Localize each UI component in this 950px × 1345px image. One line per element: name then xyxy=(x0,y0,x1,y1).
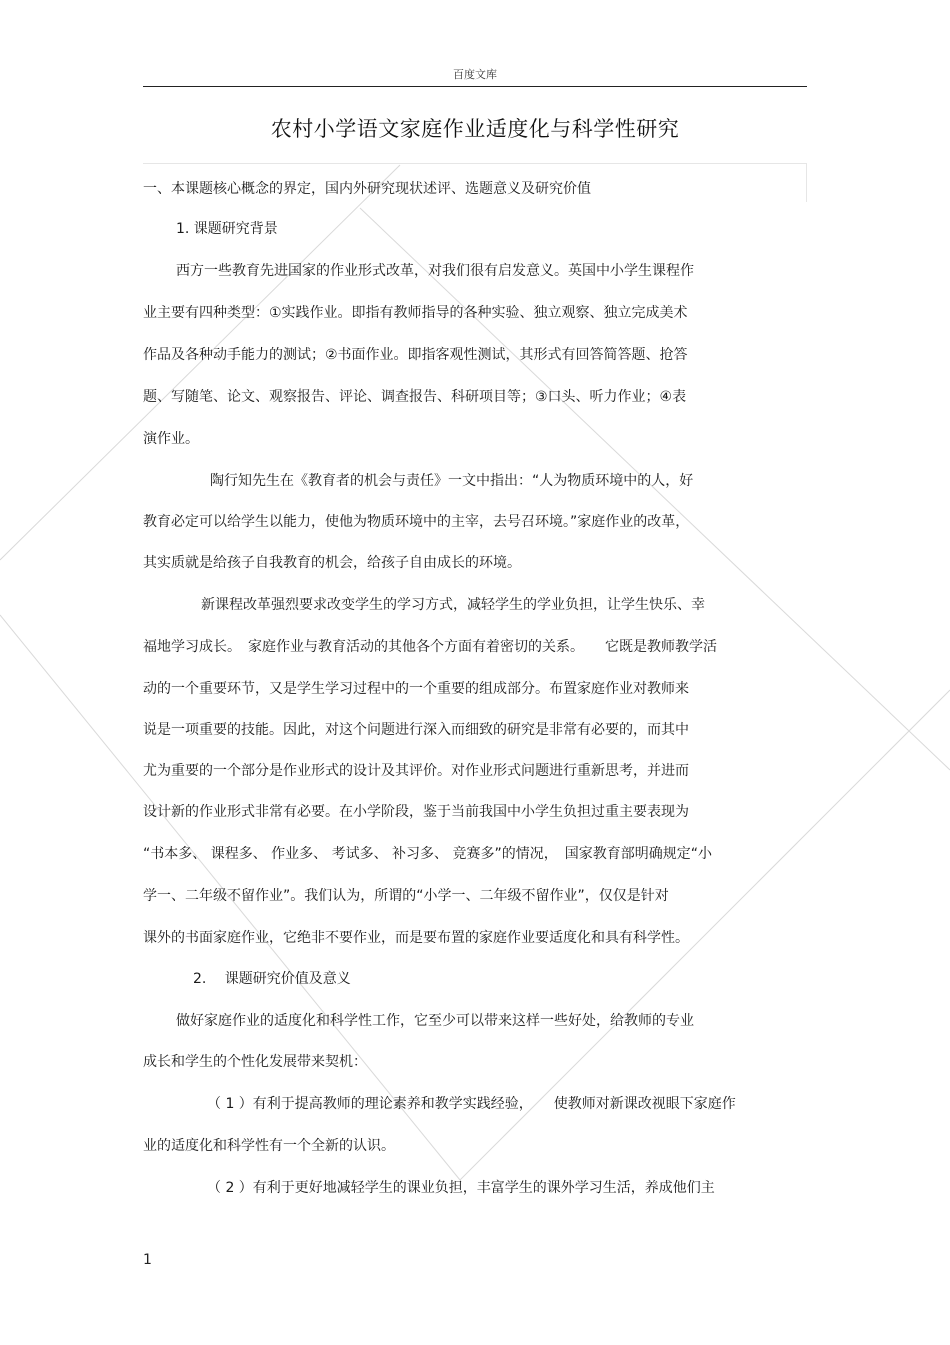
paragraph-line: 业主要有四种类型：①实践作业。即指有教师指导的各种实验、独立观察、独立完成美术 xyxy=(143,305,688,321)
list-item-line: （ 2 ）有利于更好地减轻学生的课业负担，丰富学生的课外学习生活，养成他们主 xyxy=(207,1180,715,1196)
subheading-value: 2. 课题研究价值及意义 xyxy=(193,971,351,987)
subheading-background: 1. 课题研究背景 xyxy=(176,221,278,237)
paragraph-line: 尤为重要的一个部分是作业形式的设计及其评价。对作业形式问题进行重新思考，并进而 xyxy=(143,763,689,779)
list-item-line: （ 1 ）有利于提高教师的理论素养和教学实践经验， 使教师对新课改视眼下家庭作 xyxy=(207,1096,736,1112)
header-rule xyxy=(143,86,807,87)
document-title: 农村小学语文家庭作业适度化与科学性研究 xyxy=(270,117,680,141)
paragraph-line: 作品及各种动手能力的测试；②书面作业。即指客观性测试，其形式有回答简答题、抢答 xyxy=(143,347,688,363)
paragraph-line: 做好家庭作业的适度化和科学性工作，它至少可以带来这样一些好处，给教师的专业 xyxy=(176,1013,694,1029)
paragraph-line: 其实质就是给孩子自我教育的机会，给孩子自由成长的环境。 xyxy=(143,555,521,571)
paragraph-line: 西方一些教育先进国家的作业形式改革，对我们很有启发意义。英国中小学生课程作 xyxy=(176,263,694,279)
section-heading: 一、本课题核心概念的界定，国内外研究现状述评、选题意义及研究价值 xyxy=(143,181,591,197)
paragraph-line: 设计新的作业形式非常有必要。在小学阶段，鉴于当前我国中小学生负担过重主要表现为 xyxy=(143,804,689,820)
header-site-name: 百度文库 xyxy=(453,68,497,81)
paragraph-line: 课外的书面家庭作业，它绝非不要作业，而是要布置的家庭作业要适度化和具有科学性。 xyxy=(143,930,689,946)
paragraph-line: 教育必定可以给学生以能力，使他为物质环境中的主宰，去号召环境。”家庭作业的改革， xyxy=(143,514,690,530)
paragraph-line: 学一、二年级不留作业”。我们认为，所谓的“小学一、二年级不留作业”，仅仅是针对 xyxy=(143,888,669,904)
paragraph-line: 陶行知先生在《教育者的机会与责任》一文中指出：“人为物质环境中的人，好 xyxy=(210,473,694,489)
paragraph-line: “书本多、 课程多、 作业多、 考试多、 补习多、 竞赛多”的情况， 国家教育部明确规定“小 xyxy=(143,846,713,862)
paragraph-line: 新课程改革强烈要求改变学生的学习方式，减轻学生的学业负担，让学生快乐、幸 xyxy=(201,597,705,613)
paragraph-line: 演作业。 xyxy=(143,431,199,447)
paragraph-line: 成长和学生的个性化发展带来契机： xyxy=(143,1054,367,1070)
page-number: 1 xyxy=(143,1252,152,1268)
paragraph-line: 动的一个重要环节，又是学生学习过程中的一个重要的组成部分。布置家庭作业对教师来 xyxy=(143,681,689,697)
list-item-line: 业的适度化和科学性有一个全新的认识。 xyxy=(143,1138,395,1154)
paragraph-line: 说是一项重要的技能。因此，对这个问题进行深入而细致的研究是非常有必要的，而其中 xyxy=(143,722,689,738)
paragraph-line: 福地学习成长。 家庭作业与教育活动的其他各个方面有着密切的关系。 它既是教师教学活 xyxy=(143,639,717,655)
paragraph-line: 题、写随笔、论文、观察报告、评论、调查报告、科研项目等；③口头、听力作业；④表 xyxy=(143,389,687,405)
